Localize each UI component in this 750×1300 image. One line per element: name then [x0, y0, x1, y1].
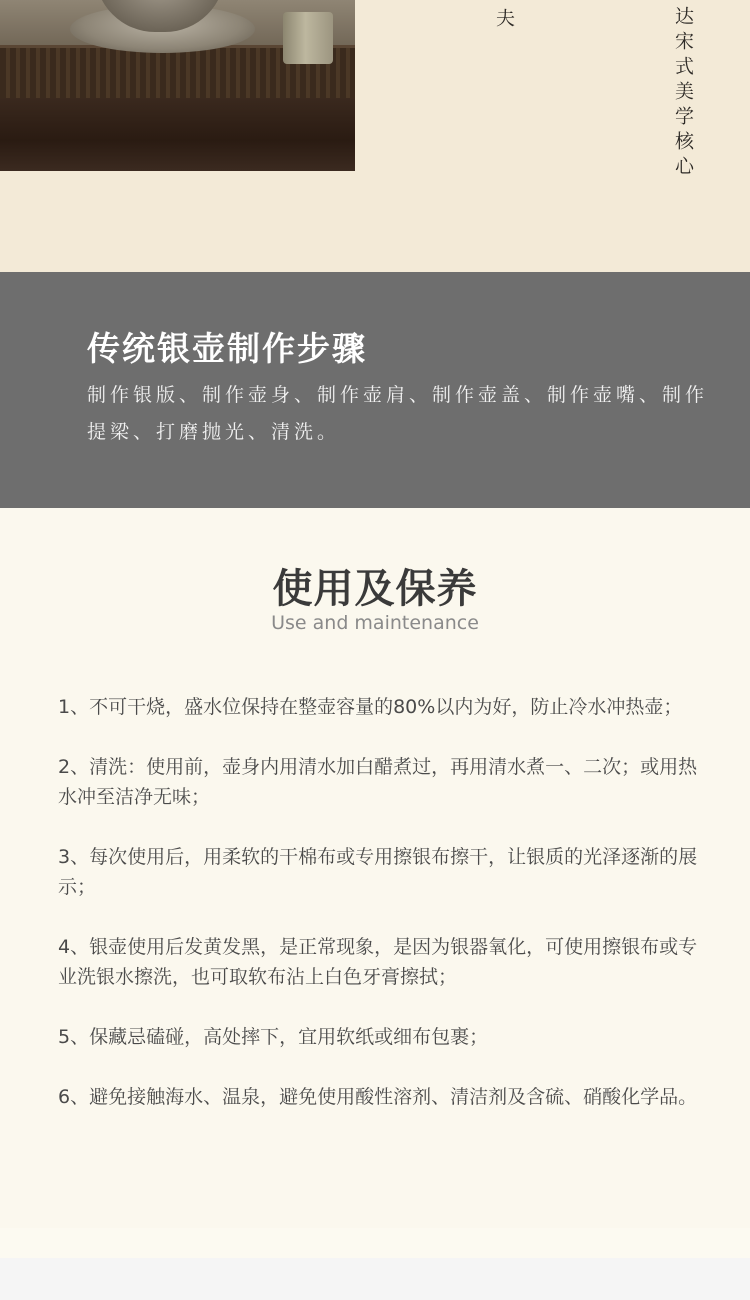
usage-item: 4、银壶使用后发黄发黑，是正常现象，是因为银器氧化，可使用擦银布或专业洗银水擦洗，也可取软布沾上白色牙膏擦拭； — [58, 936, 698, 988]
teapot-photo — [0, 0, 355, 171]
usage-item: 3、每次使用后，用柔软的干棉布或专用擦银布擦干，让银质的光泽逐渐的展示； — [58, 846, 698, 898]
vertical-text-2: 夫 — [493, 8, 515, 33]
top-section — [0, 0, 750, 272]
vertical-text-3: 达宋式美学核心 — [672, 6, 694, 181]
footer-strip — [0, 1228, 750, 1258]
usage-title: 使用及保养 — [272, 566, 478, 612]
usage-item: 2、清洗：使用前，壶身内用清水加白醋煮过，再用清水煮一、二次；或用热水冲至洁净无味； — [58, 756, 698, 808]
photo-cup — [283, 12, 333, 64]
usage-item: 5、保藏忌磕碰，高处摔下，宜用软纸或细布包裹； — [58, 1026, 489, 1048]
steps-title: 传统银壶制作步骤 — [87, 329, 367, 368]
usage-subtitle: Use and maintenance — [271, 612, 479, 634]
usage-item: 6、避免接触海水、温泉，避免使用酸性溶剂、清洁剂及含硫、硝酸化学品。 — [58, 1086, 698, 1108]
usage-item: 1、不可干烧，盛水位保持在整壶容量的80%以内为好，防止冷水冲热壶； — [58, 696, 683, 718]
steps-text: 制作银版、制作壶身、制作壶肩、制作壶盖、制作壶嘴、制作提梁、打磨抛光、清洗。 — [87, 384, 709, 443]
photo-table — [0, 95, 355, 171]
usage-list — [58, 692, 708, 1142]
bottom-bar — [0, 1258, 750, 1300]
